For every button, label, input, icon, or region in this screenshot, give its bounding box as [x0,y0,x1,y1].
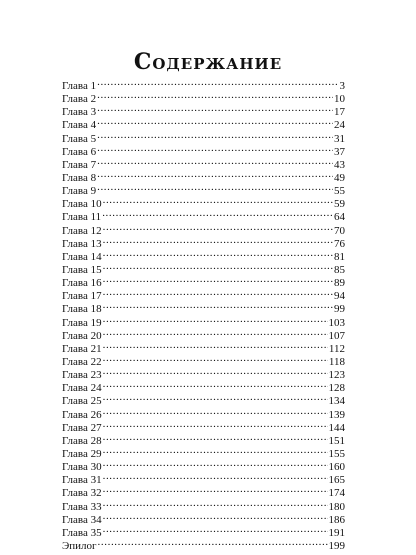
toc-entry-label: Глава 30 [62,461,102,471]
toc-entry-page-number: 112 [328,342,345,352]
dot-leader [103,273,333,286]
toc-entry-page-number: 64 [334,211,345,221]
dot-leader [97,115,333,128]
dot-leader [103,470,328,483]
toc-entry-label: Глава 29 [62,447,102,458]
dot-leader [103,457,328,470]
dot-leader [103,299,333,312]
toc-entry [62,273,345,286]
toc-entry-page-number: 76 [334,237,345,247]
toc-entry-label: Глава 28 [62,434,102,444]
toc-entry [62,260,345,273]
dot-leader [103,365,328,378]
toc-entry-page-number: 43 [334,158,345,168]
toc-entry-page-number: 160 [328,461,345,471]
dot-leader [103,194,333,207]
toc-entry [62,444,345,457]
toc-entry-page-number: 186 [328,513,345,523]
toc-entry-page-number: 81 [334,250,345,260]
toc-entry [62,102,345,115]
toc-entry-page-number: 155 [328,447,345,458]
toc-entry [62,76,345,89]
toc-entry-page-number: 139 [328,408,345,418]
toc-entry-label: Глава 3 [62,106,97,116]
toc-entry-page-number: 85 [334,263,345,274]
dot-leader [103,286,333,299]
toc-entry-page-number: 151 [328,434,345,444]
toc-entry-page-number: 37 [334,145,345,155]
toc-entry-label: Глава 21 [62,342,102,352]
toc-entry [62,431,345,444]
toc-entry-label: Глава 17 [62,290,102,300]
toc-entry [62,391,345,404]
dot-leader [103,247,333,260]
dot-leader [97,102,333,115]
toc-entry-label: Глава 6 [62,145,97,155]
toc-entry [62,418,345,431]
dot-leader [103,221,333,234]
toc-entry [62,378,345,391]
toc-entry-page-number: 17 [334,106,345,116]
toc-entry-label: Глава 2 [62,93,97,103]
toc-entry-page-number: 10 [334,93,345,103]
toc-entry [62,457,345,470]
toc-entry [62,523,345,536]
dot-leader [103,339,328,352]
toc-entry [62,234,345,247]
dot-leader [103,431,328,444]
toc-entry-page-number: 89 [334,277,345,287]
dot-leader [103,483,328,496]
toc-entry-page-number: 165 [328,474,345,484]
toc-entry [62,142,345,155]
toc-entry [62,483,345,496]
dot-leader [103,378,328,391]
toc-entry [62,129,345,142]
toc-entry-label: Глава 25 [62,395,102,405]
toc-entry-page-number: 180 [328,500,345,510]
dot-leader [97,181,333,194]
toc-entry-page-number: 70 [334,224,345,234]
dot-leader [103,510,328,523]
toc-entry [62,536,345,549]
toc-entry-label: Глава 15 [62,263,102,274]
dot-leader [97,142,333,155]
dot-leader [98,536,328,549]
toc-entry-label: Глава 7 [62,158,97,168]
toc-entry-label: Глава 8 [62,171,97,182]
dot-leader [103,405,328,418]
toc-entry [62,365,345,378]
toc-entry-page-number: 49 [334,171,345,182]
toc-list [62,76,345,549]
toc-entry-label: Глава 11 [62,211,102,221]
toc-entry [62,497,345,510]
toc-entry-label: Эпилог [62,539,97,550]
toc-entry-page-number: 134 [328,395,345,405]
toc-entry [62,352,345,365]
toc-entry-page-number: 144 [328,421,345,431]
dot-leader [97,76,338,89]
toc-entry [62,155,345,168]
toc-entry-label: Глава 12 [62,224,102,234]
toc-entry-page-number: 31 [334,132,345,142]
toc-entry-label: Глава 24 [62,382,102,392]
toc-entry-label: Глава 13 [62,237,102,247]
toc-entry-label: Глава 16 [62,277,102,287]
dot-leader [103,260,333,273]
toc-entry-page-number: 55 [334,185,345,195]
toc-entry [62,405,345,418]
toc-entry [62,326,345,339]
toc-entry-label: Глава 5 [62,132,97,142]
toc-entry-page-number: 199 [328,539,345,550]
toc-entry [62,510,345,523]
toc-entry-label: Глава 22 [62,355,102,366]
toc-entry-label: Глава 18 [62,303,102,313]
toc-entry [62,207,345,220]
toc-entry-page-number: 94 [334,290,345,300]
dot-leader [97,129,333,142]
toc-entry-label: Глава 4 [62,119,97,129]
toc-entry [62,247,345,260]
dot-leader [103,352,328,365]
toc-entry [62,286,345,299]
toc-entry-label: Глава 35 [62,526,102,536]
toc-entry [62,194,345,207]
dot-leader [103,313,328,326]
toc-entry [62,470,345,483]
toc-entry [62,313,345,326]
dot-leader [103,234,333,247]
dot-leader [103,391,328,404]
dot-leader [97,168,333,181]
toc-entry [62,299,345,312]
toc-entry-page-number: 123 [328,369,345,379]
dot-leader [97,89,333,102]
toc-entry [62,221,345,234]
toc-entry-label: Глава 10 [62,198,102,208]
toc-entry-page-number: 99 [334,303,345,313]
toc-entry-page-number: 174 [328,487,345,497]
toc-entry [62,89,345,102]
dot-leader [102,207,333,220]
toc-entry-label: Глава 9 [62,185,97,195]
toc-entry-label: Глава 23 [62,369,102,379]
toc-entry-page-number: 59 [334,198,345,208]
toc-entry-label: Глава 20 [62,329,102,339]
dot-leader [103,418,328,431]
toc-entry [62,115,345,128]
dot-leader [97,155,333,168]
toc-entry-label: Глава 31 [62,474,102,484]
toc-entry-label: Глава 33 [62,500,102,510]
toc-entry-label: Глава 1 [62,80,97,90]
toc-entry-page-number: 3 [339,80,345,90]
page-title: Содержание [133,49,283,75]
toc-entry-page-number: 24 [334,119,345,129]
toc-entry-label: Глава 32 [62,487,102,497]
toc-entry-page-number: 128 [328,382,345,392]
toc-entry-page-number: 118 [328,355,345,366]
dot-leader [103,497,328,510]
dot-leader [103,523,328,536]
toc-entry-label: Глава 26 [62,408,102,418]
toc-entry-page-number: 191 [328,526,345,536]
toc-entry-page-number: 107 [328,329,345,339]
toc-entry-label: Глава 34 [62,513,102,523]
dot-leader [103,326,328,339]
toc-entry-label: Глава 19 [62,316,102,326]
toc-entry-label: Глава 14 [62,250,102,260]
dot-leader [103,444,328,457]
toc-entry [62,168,345,181]
toc-entry-page-number: 103 [328,316,345,326]
toc-entry [62,181,345,194]
toc-entry-label: Глава 27 [62,421,102,431]
toc-entry [62,339,345,352]
